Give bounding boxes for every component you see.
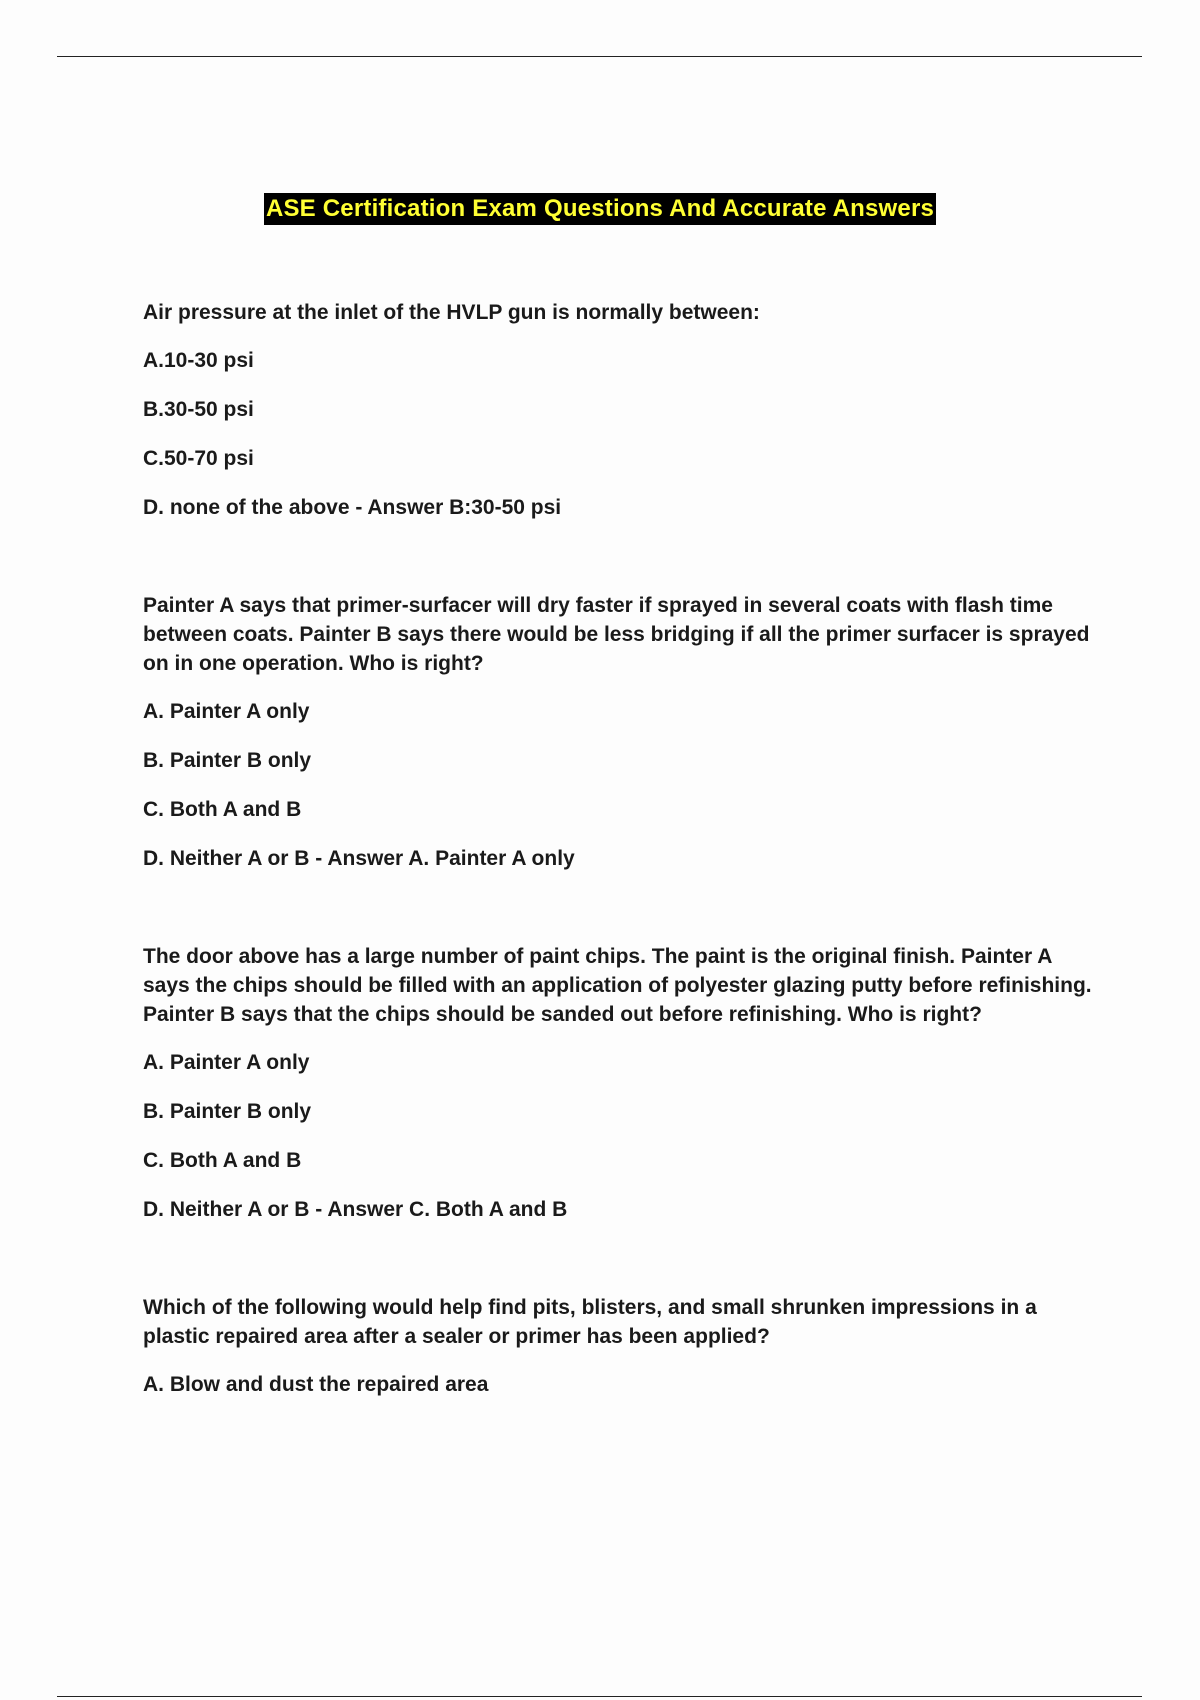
title-container [0,193,1200,225]
question-block-2 [143,591,1103,873]
answer-option: D. Neither A or B - Answer C. Both A and B [143,1198,568,1221]
top-rule [57,56,1142,57]
answer-option: A. Blow and dust the repaired area [143,1373,489,1396]
question-text: Which of the following would help find pits, blisters, and small shrunken impressions in a plastic repaired area after a sealer or primer has been applied? [143,1296,1037,1348]
question-list [143,298,1103,1468]
answer-option: A.10-30 psi [143,349,254,372]
bottom-rule [57,1696,1142,1697]
document-title: ASE Certification Exam Questions And Accurate Answers [264,193,936,225]
question-block-1 [143,298,1103,522]
answer-option: C. Both A and B [143,798,302,821]
question-block-4 [143,1293,1103,1399]
answer-option: A. Painter A only [143,700,310,723]
answer-option: D. none of the above - Answer B:30-50 psi [143,496,562,519]
answer-option: A. Painter A only [143,1051,310,1074]
answer-option: B. Painter B only [143,1100,312,1123]
answer-option: B.30-50 psi [143,398,254,421]
question-block-3 [143,942,1103,1224]
question-text: The door above has a large number of paint chips. The paint is the original finish. Painter A says the chips should be filled with an application of polyester glazing putty before refinishing. Painter B says that the chips should be sanded out before refinishing. Who is right? [143,945,1092,1026]
answer-option: D. Neither A or B - Answer A. Painter A only [143,847,575,870]
question-text: Air pressure at the inlet of the HVLP gun is normally between: [143,301,760,324]
answer-option: C.50-70 psi [143,447,254,470]
answer-option: C. Both A and B [143,1149,302,1172]
answer-option: B. Painter B only [143,749,312,772]
question-text: Painter A says that primer-surfacer will dry faster if sprayed in several coats with flash time between coats. Painter B says there would be less bridging if all the primer surfacer is sprayed on in one operation. Who is right? [143,594,1090,675]
